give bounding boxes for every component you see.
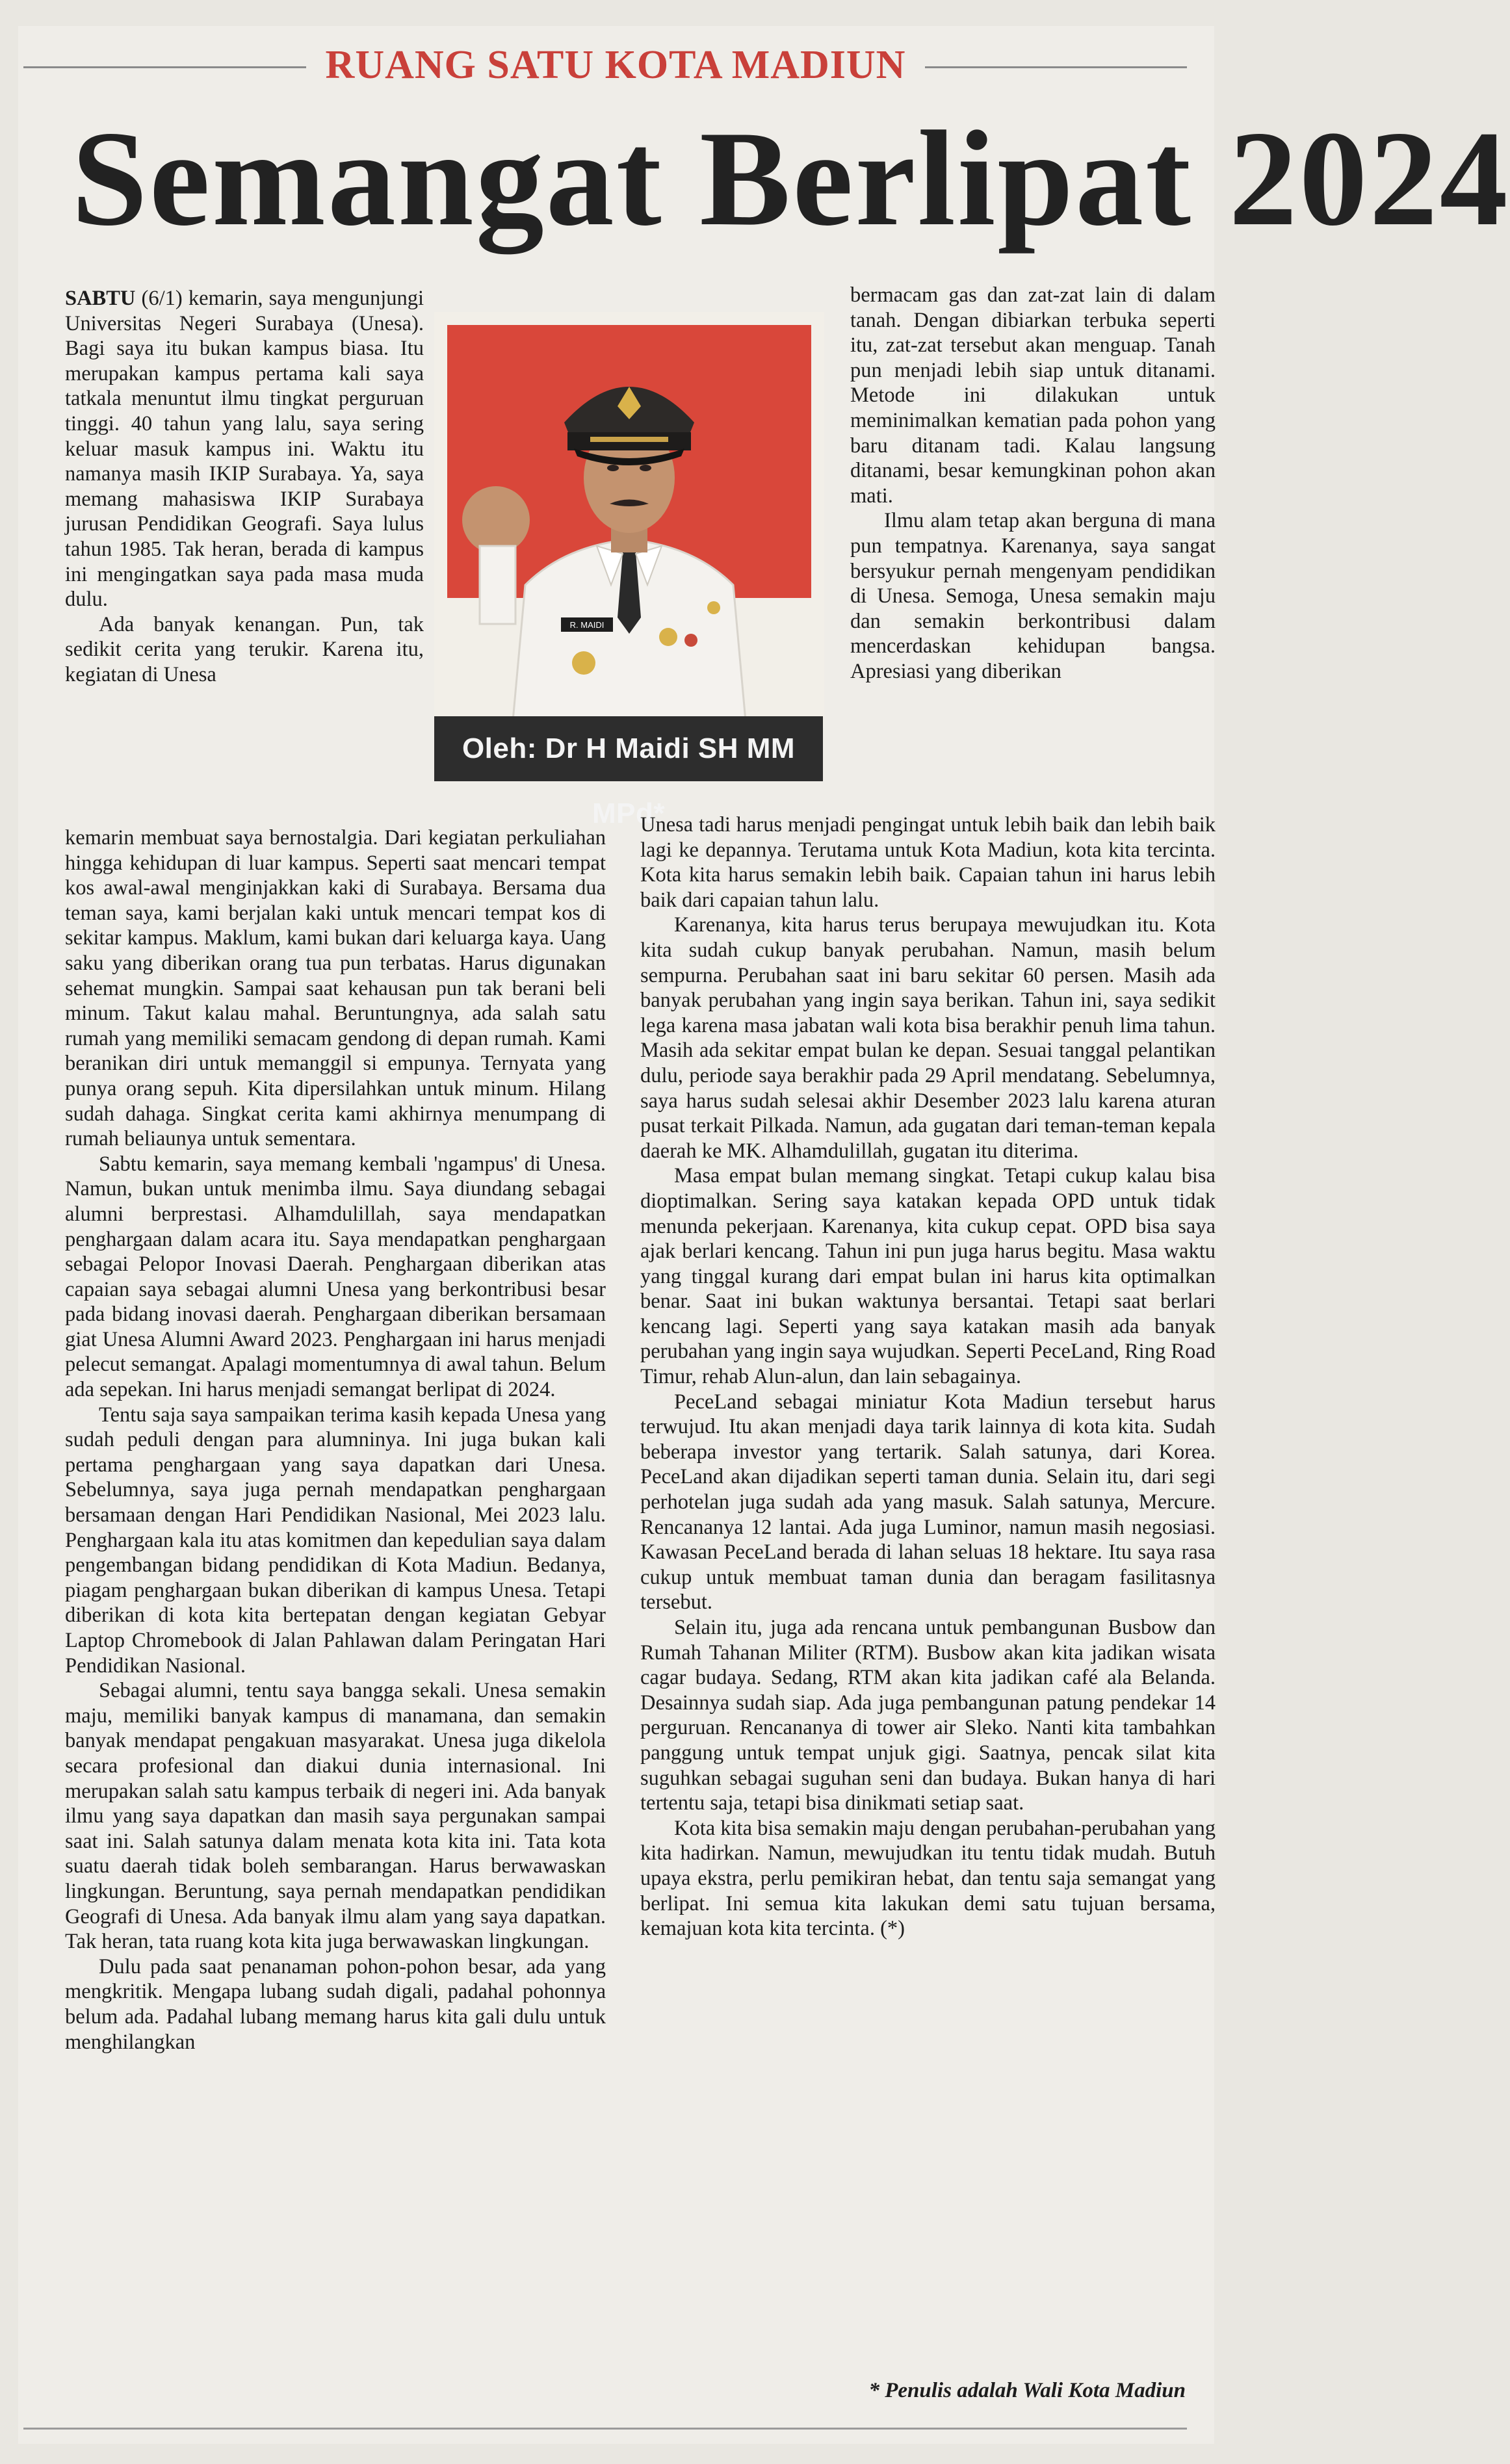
paragraph-2a: Ada banyak kenangan. Pun, tak sedikit cerita yang terukir. Karena itu, kegiatan di Unesa: [65, 612, 424, 686]
paragraph-5: Sebagai alumni, tentu saya bangga sekali. Unesa semakin maju, memiliki banyak kampus di manamana, dan semakin banyak mendapat pengakuan masyarakat. Unesa juga dikelola secara profesional dan diakui dunia internasional. Ini merupakan salah satu kampus terbaik di negeri ini. Ada banyak ilmu yang saya dapatkan dan masih saya pergunakan sampai saat ini. Salah satunya dalam menata kota kita ini. Tata kota suatu daerah tidak boleh sembarangan. Harus berwawaskan lingkungan. Beruntung, saya pernah mendapatkan pendidikan Geografi di Unesa. Ada banyak ilmu alam yang saya dapatkan. Tak heran, tata ruang kota kita juga berwawaskan lingkungan.: [65, 1679, 606, 1954]
bottom-rule: [23, 2428, 1187, 2430]
author-byline: * Penulis adalah Wali Kota Madiun: [868, 2379, 1186, 2402]
name-tag-text: R. MAIDI: [569, 620, 605, 630]
headline: Semangat Berlipat 2024: [72, 103, 1510, 254]
author-photo: [434, 312, 824, 728]
rubric-text: RUANG SATU KOTA MADIUN: [306, 39, 926, 91]
paragraph-1: [65, 286, 424, 612]
author-portrait-illustration: [434, 312, 824, 728]
section-rubric: [0, 39, 1231, 91]
article-column-right-top: [850, 283, 1216, 684]
paragraph-13: Kota kita bisa semakin maju dengan perubahan-perubahan yang kita hadirkan. Namun, mewujudkan itu tentu tidak mudah. Butuh upaya ekstra, perlu pemikiran hebat, dan tentu saja semangat yang berlipat. Ini semua kita lakukan demi satu tujuan bersama, kemajuan kota kita tercinta. (*): [640, 1816, 1216, 1941]
paragraph-6: Dulu pada saat penanaman pohon-pohon besar, ada yang mengkritik. Mengapa lubang sudah digali, padahal pohonnya belum ada. Padahal lubang memang harus kita gali dulu untuk menghilangkan: [65, 1954, 606, 2054]
paragraph-3: Sabtu kemarin, saya memang kembali 'ngampus' di Unesa. Namun, bukan untuk menimba ilmu. Saya diundang sebagai alumni berprestasi. Alhamdulillah, saya mendapatkan penghargaan dalam acara itu. Saya mendapatkan penghargaan sebagai Pelopor Inovasi Daerah. Penghargaan diberikan atas capaian saya sebagai alumni Unesa yang berkontribusi besar pada bidang inovasi daerah. Penghargaan diberikan bersamaan giat Unesa Alumni Award 2023. Penghargaan ini harus menjadi pelecut semangat. Apalagi momentumnya di awal tahun. Belum ada sepekan. Ini harus menjadi semangat berlipat di 2024.: [65, 1152, 606, 1402]
photo-caption: Oleh: Dr H Maidi SH MM MPd*: [434, 716, 823, 781]
lead-word: SABTU: [65, 287, 136, 310]
paragraph-8a: Ilmu alam tetap akan berguna di mana pun tempatnya. Karenanya, saya sangat bersyukur pernah mengenyam pendidikan di Unesa. Semoga, Unesa semakin maju dan semakin berkontribusi dalam mencerdaskan kehidupan bangsa. Apresiasi yang diberikan: [850, 509, 1216, 683]
paragraph-4: Tentu saja saya sampaikan terima kasih kepada Unesa yang sudah peduli dengan para alumninya. Ini juga bukan kali pertama penghargaan yang saya dapatkan dari Unesa. Sebelumnya, saya juga pernah mendapatkan penghargaan bersamaan dengan Hari Pendidikan Nasional, Mei 2023 lalu. Penghargaan kala itu atas komitmen dan kepedulian saya dalam pengembangan bidang pendidikan di Kota Madiun. Bedanya, piagam penghargaan bukan diberikan di kampus Unesa. Tetapi diberikan di kota kita bertepatan dengan kegiatan Gebyar Laptop Chromebook di Jalan Pahlawan dalam Peringatan Hari Pendidikan Nasional.: [65, 1403, 606, 1678]
paragraph-1-text: (6/1) kemarin, saya mengunjungi Universitas Negeri Surabaya (Unesa). Bagi saya itu bukan kampus biasa. Itu merupakan kampus pertama kali saya tatkala menuntut ilmu tingkat perguruan tinggi. 40 tahun yang lalu, saya sering keluar masuk kampus ini. Waktu itu namanya masih IKIP Surabaya. Ya, saya memang mahasiswa IKIP Surabaya jurusan Pendidikan Geografi. Saya lulus tahun 1985. Tak heran, berada di kampus ini mengingatkan saya pada masa muda dulu.: [65, 287, 424, 612]
article-column-left-bottom: [65, 825, 606, 2055]
paragraph-11: PeceLand sebagai miniatur Kota Madiun tersebut harus terwujud. Itu akan menjadi daya tarik lainnya di kota kita. Sudah beberapa investor yang tertarik. Salah satunya, dari Korea. PeceLand akan dijadikan seperti taman dunia. Selain itu, dari segi perhotelan juga sudah ada yang masuk. Salah satunya, Mercure. Rencananya 12 lantai. Ada juga Luminor, namun masih negosiasi. Kawasan PeceLand berada di lahan seluas 18 hektare. Itu saya rasa cukup untuk membuat taman dunia dan beragam fasilitasnya tersebut.: [640, 1390, 1216, 1615]
paragraph-2b: kemarin membuat saya bernostalgia. Dari kegiatan perkuliahan hingga kehidupan di luar kampus. Seperti saat mencari tempat kos awal-awal menginjakkan kaki di Surabaya. Bersama dua teman saya, kami berjalan kaki untuk mencari tempat kos di sekitar kampus. Maklum, kami bukan dari keluarga kaya. Uang saku yang diberikan orang tua pun terbatas. Harus digunakan sehemat mungkin. Sampai saat kehausan pun tak berani beli minum. Takut kalau mahal. Beruntungnya, ada salah satu rumah yang memiliki semacam gendong di depan rumah. Kami beranikan diri untuk memanggil si empunya. Ternyata yang punya orang sepuh. Kita dipersilahkan untuk minum. Hilang sudah dahaga. Singkat cerita kami akhirnya menumpang di rumah beliaunya untuk sementara.: [65, 826, 606, 1151]
paragraph-8b: Unesa tadi harus menjadi pengingat untuk lebih baik dan lebih baik lagi ke depannya. Terutama untuk Kota Madiun, kota kita tercinta. Kota kita harus semakin lebih baik. Capaian tahun ini harus lebih baik dari capaian tahun lalu.: [640, 813, 1216, 912]
article-column-left-top: [65, 286, 424, 688]
article-column-right-bottom: [640, 812, 1216, 1941]
paragraph-10: Masa empat bulan memang singkat. Tetapi cukup kalau bisa dioptimalkan. Sering saya katakan kepada OPD untuk tidak menunda pekerjaan. Karenanya, kita cukup cepat. OPD bisa saya ajak berlari kencang. Tahun ini pun juga harus begitu. Masa waktu yang tinggal kurang dari empat bulan ini harus kita optimalkan benar. Saat ini bukan waktunya bersantai. Tetapi saat berlari kencang lagi. Seperti yang saya katakan masih ada banyak perubahan yang ingin saya wujudkan. Seperti PeceLand, Ring Road Timur, rehab Alun-alun, dan lain sebagainya.: [640, 1164, 1216, 1389]
paragraph-7: bermacam gas dan zat-zat lain di dalam tanah. Dengan dibiarkan terbuka seperti itu, zat-zat tersebut akan menguap. Tanah pun menjadi lebih siap untuk ditanami. Metode ini dilakukan untuk meminimalkan kematian pada pohon yang baru ditanam tadi. Kalau langsung ditanami, besar kemungkinan pohon akan mati.: [850, 283, 1216, 508]
paragraph-12: Selain itu, juga ada rencana untuk pembangunan Busbow dan Rumah Tahanan Militer (RTM). Busbow akan kita jadikan wisata cagar budaya. Sedang, RTM akan kita jadikan café ala Belanda. Desainnya sudah siap. Ada juga pembangunan patung pendekar 14 perguruan. Rencananya di tower air Sleko. Nanti kita tambahkan panggung untuk tempat unjuk gigi. Saatnya, pencak silat kita suguhkan sebagai suguhan seni dan budaya. Bukan hanya di hari tertentu saja, tetapi bisa dinikmati setiap saat.: [640, 1616, 1216, 1815]
paragraph-9: Karenanya, kita harus terus berupaya mewujudkan itu. Kota kita sudah cukup banyak perubahan. Namun, masih belum sempurna. Perubahan saat ini baru sekitar 60 persen. Masih ada banyak perubahan yang ingin saya berikan. Tahun ini, saya sedikit lega karena masa jabatan wali kota bisa berakhir penuh lima tahun. Masih ada sekitar empat bulan ke depan. Sesuai tanggal pelantikan dulu, periode saya berakhir pada 29 April mendatang. Sebelumnya, saya harus sudah selesai akhir Desember 2023 lalu karena aturan pusat terkait Pilkada. Namun, ada gugatan dari teman-teman kepala daerah ke MK. Alhamdulillah, gugatan itu diterima.: [640, 913, 1216, 1163]
